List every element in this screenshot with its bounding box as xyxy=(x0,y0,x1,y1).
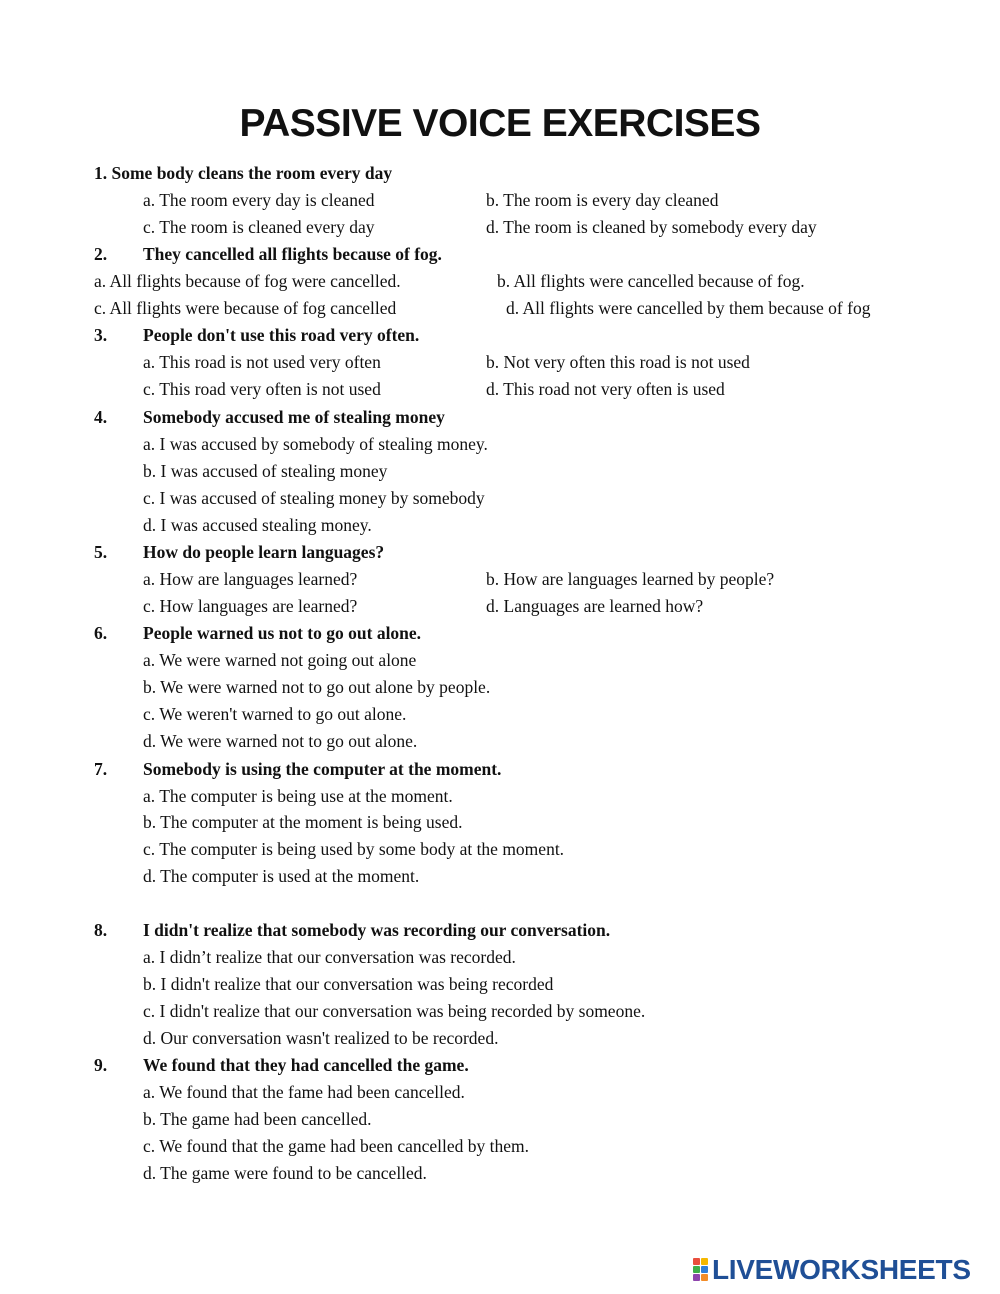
liveworksheets-logo-icon xyxy=(693,1258,709,1282)
q9-option-a[interactable]: a. We found that the fame had been cancelled. xyxy=(143,1082,465,1102)
q8-option-c[interactable]: c. I didn't realize that our conversation was being recorded by someone. xyxy=(143,1001,646,1021)
page-title: PASSIVE VOICE EXERCISES xyxy=(239,102,761,145)
q4-option-b[interactable]: b. I was accused of stealing money xyxy=(143,461,388,481)
q4-option-c[interactable]: c. I was accused of stealing money by somebody xyxy=(143,488,485,508)
q7-option-a[interactable]: a. The computer is being use at the moment. xyxy=(143,786,453,806)
q4-option-a[interactable]: a. I was accused by somebody of stealing money. xyxy=(143,434,488,454)
question-4: Somebody accused me of stealing money xyxy=(143,407,445,427)
q6-option-a[interactable]: a. We were warned not going out alone xyxy=(143,650,417,670)
q5-option-a[interactable]: a. How are languages learned? xyxy=(143,569,358,589)
q3-option-b[interactable]: b. Not very often this road is not used xyxy=(486,352,750,372)
q5-option-b[interactable]: b. How are languages learned by people? xyxy=(486,569,775,589)
q5-number: 5. xyxy=(94,542,108,562)
liveworksheets-logo-text: LIVEWORKSHEETS xyxy=(712,1254,971,1285)
question-3: People don't use this road very often. xyxy=(143,325,420,345)
q6-option-d[interactable]: d. We were warned not to go out alone. xyxy=(143,731,418,751)
q9-option-c[interactable]: c. We found that the game had been cancelled by them. xyxy=(143,1136,530,1156)
q4-number: 4. xyxy=(94,407,108,427)
q8-option-d[interactable]: d. Our conversation wasn't realized to be recorded. xyxy=(143,1028,499,1048)
liveworksheets-logo xyxy=(693,1253,971,1287)
q7-number: 7. xyxy=(94,759,108,779)
q3-option-d[interactable]: d. This road not very often is used xyxy=(486,379,725,399)
q9-option-d[interactable]: d. The game were found to be cancelled. xyxy=(143,1163,427,1183)
q8-option-b[interactable]: b. I didn't realize that our conversation was being recorded xyxy=(143,974,554,994)
question-6: People warned us not to go out alone. xyxy=(143,623,422,643)
q2-option-b[interactable]: b. All flights were cancelled because of fog. xyxy=(497,271,805,291)
q4-option-d[interactable]: d. I was accused stealing money. xyxy=(143,515,372,535)
q5-option-d[interactable]: d. Languages are learned how? xyxy=(486,596,704,616)
q7-option-b[interactable]: b. The computer at the moment is being used. xyxy=(143,812,463,832)
q3-number: 3. xyxy=(94,325,108,345)
q7-option-d[interactable]: d. The computer is used at the moment. xyxy=(143,866,420,886)
q6-option-b[interactable]: b. We were warned not to go out alone by people. xyxy=(143,677,491,697)
q5-option-c[interactable]: c. How languages are learned? xyxy=(143,596,358,616)
question-2: They cancelled all flights because of fog. xyxy=(143,244,442,264)
q1-option-b[interactable]: b. The room is every day cleaned xyxy=(486,190,719,210)
q1-option-d[interactable]: d. The room is cleaned by somebody every day xyxy=(486,217,817,237)
q8-option-a[interactable]: a. I didn’t realize that our conversation was recorded. xyxy=(143,947,516,967)
q3-option-c[interactable]: c. This road very often is not used xyxy=(143,379,381,399)
q3-option-a[interactable]: a. This road is not used very often xyxy=(143,352,381,372)
question-7: Somebody is using the computer at the moment. xyxy=(143,759,502,779)
q1-option-a[interactable]: a. The room every day is cleaned xyxy=(143,190,375,210)
q2-option-a[interactable]: a. All flights because of fog were cancelled. xyxy=(94,271,401,291)
q6-number: 6. xyxy=(94,623,108,643)
q2-number: 2. xyxy=(94,244,108,264)
q2-option-d[interactable]: d. All flights were cancelled by them because of fog xyxy=(506,298,871,318)
question-8: I didn't realize that somebody was recording our conversation. xyxy=(143,920,611,940)
q8-number: 8. xyxy=(94,920,108,940)
q9-option-b[interactable]: b. The game had been cancelled. xyxy=(143,1109,372,1129)
question-9: We found that they had cancelled the game. xyxy=(143,1055,469,1075)
q7-option-c[interactable]: c. The computer is being used by some body at the moment. xyxy=(143,839,565,859)
question-1: 1. Some body cleans the room every day xyxy=(94,163,393,183)
q2-option-c[interactable]: c. All flights were because of fog cancelled xyxy=(94,298,397,318)
question-5: How do people learn languages? xyxy=(143,542,385,562)
q9-number: 9. xyxy=(94,1055,108,1075)
q1-option-c[interactable]: c. The room is cleaned every day xyxy=(143,217,375,237)
q6-option-c[interactable]: c. We weren't warned to go out alone. xyxy=(143,704,407,724)
